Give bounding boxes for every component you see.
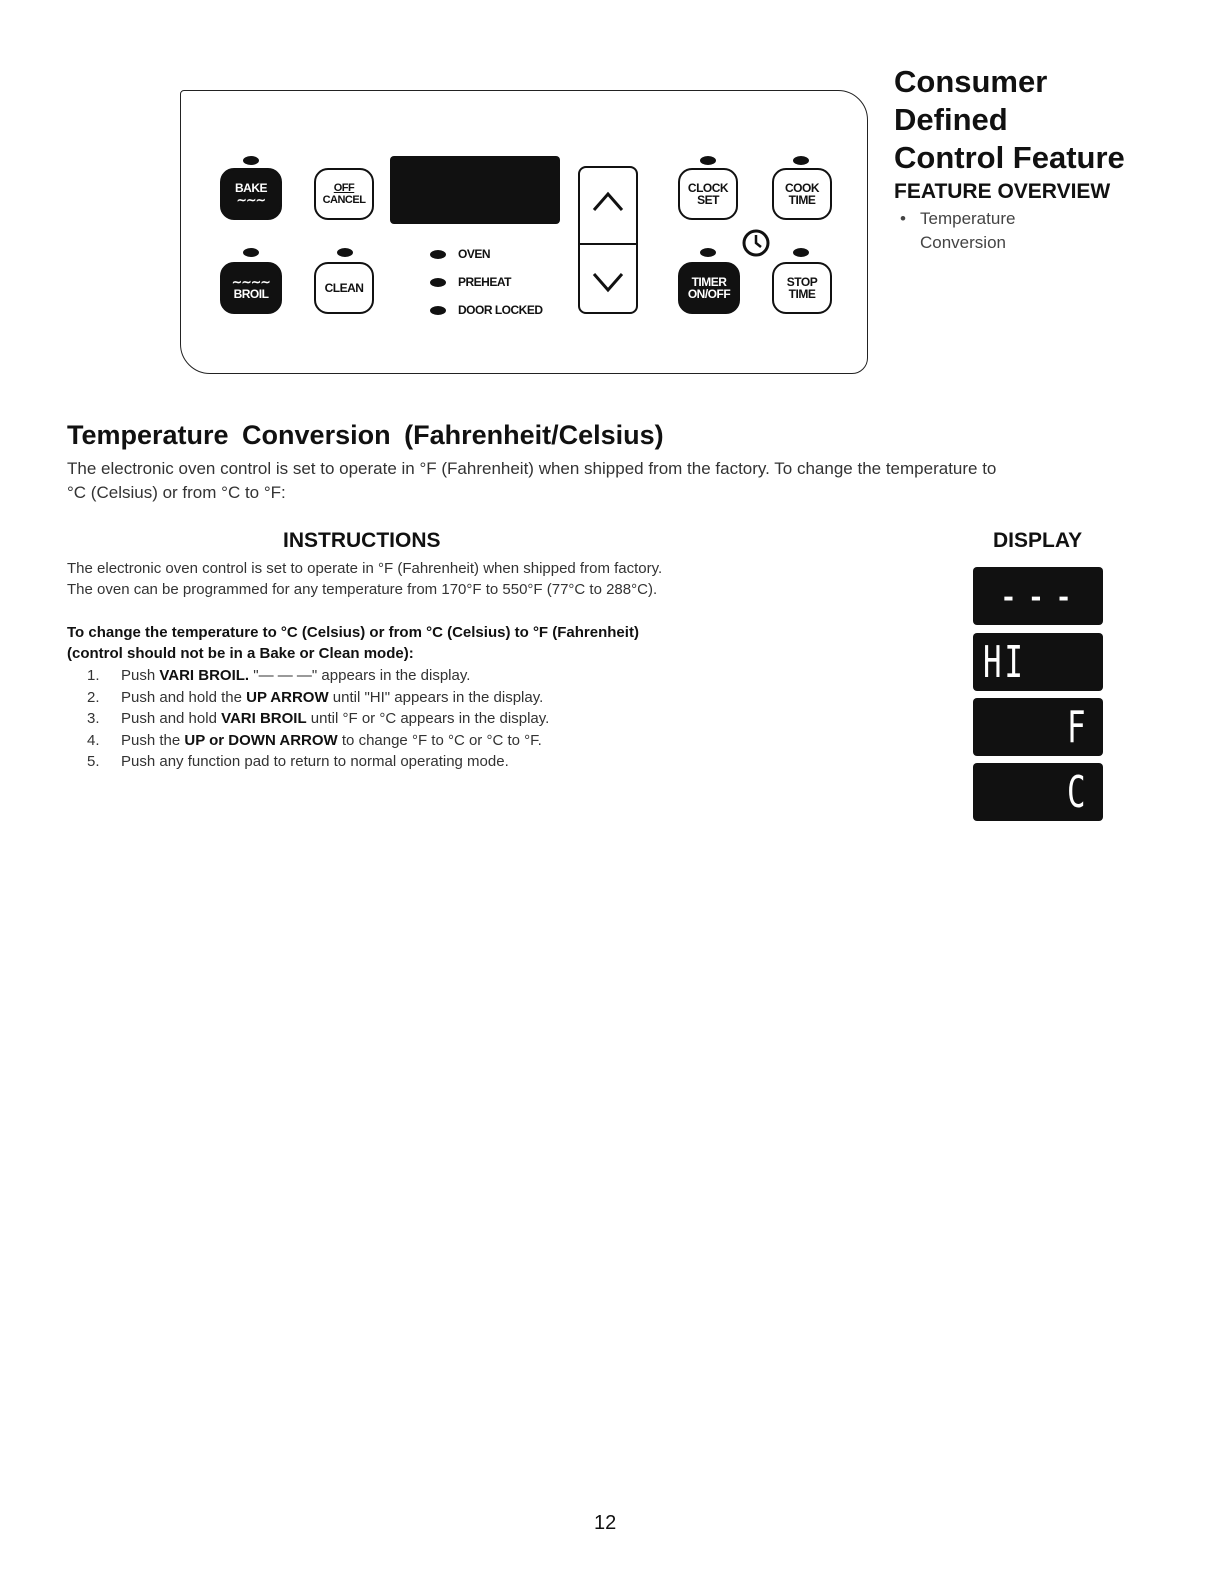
down-arrow-icon[interactable] [594,274,622,290]
stop-time-pad[interactable] [772,262,832,314]
oven-indicator-label: OVEN [458,247,491,261]
procedure-heading-line-1: To change the temperature to °C (Celsius) or from °C (Celsius) to °F (Fahrenheit) [67,624,639,641]
timer-indicator-dot [700,248,716,257]
section-title: Temperature Conversion (Fahrenheit/Celsius) [67,420,664,450]
title-line-1: Consumer [894,64,1048,99]
procedure-heading-line-2: (control should not be in a Bake or Clean mode): [67,645,414,662]
off-cancel-pad[interactable] [314,168,374,220]
preheat-indicator [430,275,511,289]
cancel-label: CANCEL [322,194,366,206]
cook-time-pad[interactable] [772,168,832,220]
clock-label: CLOCK [687,181,729,195]
display-screen-f [973,698,1103,756]
oven-indicator [430,247,490,261]
step-text: to change °F to °C or °C to °F. [337,731,542,749]
display-screen-hi [973,633,1103,691]
step-number: 2. [87,688,100,706]
cook-label: COOK [785,181,819,195]
step-item [67,751,827,773]
step-text: "— — —" appears in the display. [249,667,471,684]
step-text: Push and hold [121,710,222,727]
feature-title [894,63,1194,177]
broil-pad[interactable] [220,262,282,314]
step-text: Push the [121,731,185,749]
step-emphasis: VARI BROIL. [159,667,250,684]
bullet-line-2: Conversion [920,233,1006,252]
step-item [67,708,827,730]
bake-pad[interactable] [220,168,282,220]
title-line-3: Control Feature [894,140,1125,175]
bake-wave-icon: ∼∼∼ [236,193,266,207]
clock-set-pad[interactable] [678,168,738,220]
door-locked-indicator-dot [430,306,446,315]
step-text: until "HI" appears in the display. [328,688,544,706]
instructions-note-line-2: The oven can be programmed for any temperature from 170°F to 550°F (77°C to 288°C). [67,581,658,598]
clean-pad-label: CLEAN [324,281,364,295]
display-dashes-text: - - - [1003,577,1073,614]
stop-time-label: TIME [788,287,816,301]
preheat-indicator-dot [430,278,446,287]
broil-wave-icon: ∼∼∼∼ [231,275,271,289]
step-emphasis: UP or DOWN ARROW [184,731,338,749]
step-number: 1. [87,667,100,684]
step-number: 3. [87,710,100,727]
clean-indicator-dot [337,248,353,257]
step-number: 4. [87,731,100,749]
display-hi-text: HI [983,636,1026,688]
clock-indicator-dot [700,156,716,165]
page-number: 12 [594,1512,617,1534]
clean-pad[interactable] [314,262,374,314]
bullet-icon: • [900,209,906,228]
step-item [67,687,827,709]
step-text: Push any function pad to return to normal operating mode. [121,753,509,770]
intro-line-1: The electronic oven control is set to operate in °F (Fahrenheit) when shipped from the factory. To change the temperature to [67,459,997,478]
arrow-pads [578,166,638,314]
cook-time-indicator-dot [793,156,809,165]
bake-indicator-dot [243,156,259,165]
intro-line-2: °C (Celsius) or from °C to °F: [67,483,286,502]
door-locked-indicator [430,303,543,317]
step-text: Push [121,667,160,684]
display-heading: DISPLAY [993,529,1083,552]
display-screen-dashes [973,567,1103,625]
display-c-text: C [1066,766,1086,818]
cook-time-label: TIME [788,193,816,207]
step-text: Push and hold the [121,688,247,706]
stop-time-indicator-dot [793,248,809,257]
door-locked-indicator-label: DOOR LOCKED [458,303,543,317]
clock-icon [741,228,771,258]
step-text: until °F or °C appears in the display. [306,710,550,727]
instructions-note-line-1: The electronic oven control is set to operate in °F (Fahrenheit) when shipped from factory. [67,560,663,577]
step-emphasis: UP ARROW [246,688,329,706]
set-label: SET [697,193,719,207]
step-item [67,730,827,752]
bullet-line-1: Temperature [920,209,1016,228]
instructions-heading: INSTRUCTIONS [283,529,441,552]
steps-list [67,665,827,773]
bake-pad-label: BAKE [234,181,267,195]
broil-indicator-dot [243,248,259,257]
preheat-indicator-label: PREHEAT [458,275,511,289]
step-emphasis: VARI BROIL [221,710,307,727]
broil-pad-label: BROIL [233,287,269,301]
timer-label: TIMER [691,275,727,289]
off-label: OFF [333,182,355,194]
stop-label: STOP [786,275,818,289]
step-item [67,665,827,687]
feature-overview-heading: FEATURE OVERVIEW [894,180,1111,203]
panel-display-screen [390,156,560,224]
on-off-label: ON/OFF [687,287,731,301]
up-arrow-icon[interactable] [594,194,622,210]
timer-on-off-pad[interactable] [678,262,740,314]
title-line-2: Defined [894,102,1008,137]
oven-indicator-dot [430,250,446,259]
display-f-text: F [1066,701,1086,753]
display-screen-c [973,763,1103,821]
step-number: 5. [87,753,100,770]
